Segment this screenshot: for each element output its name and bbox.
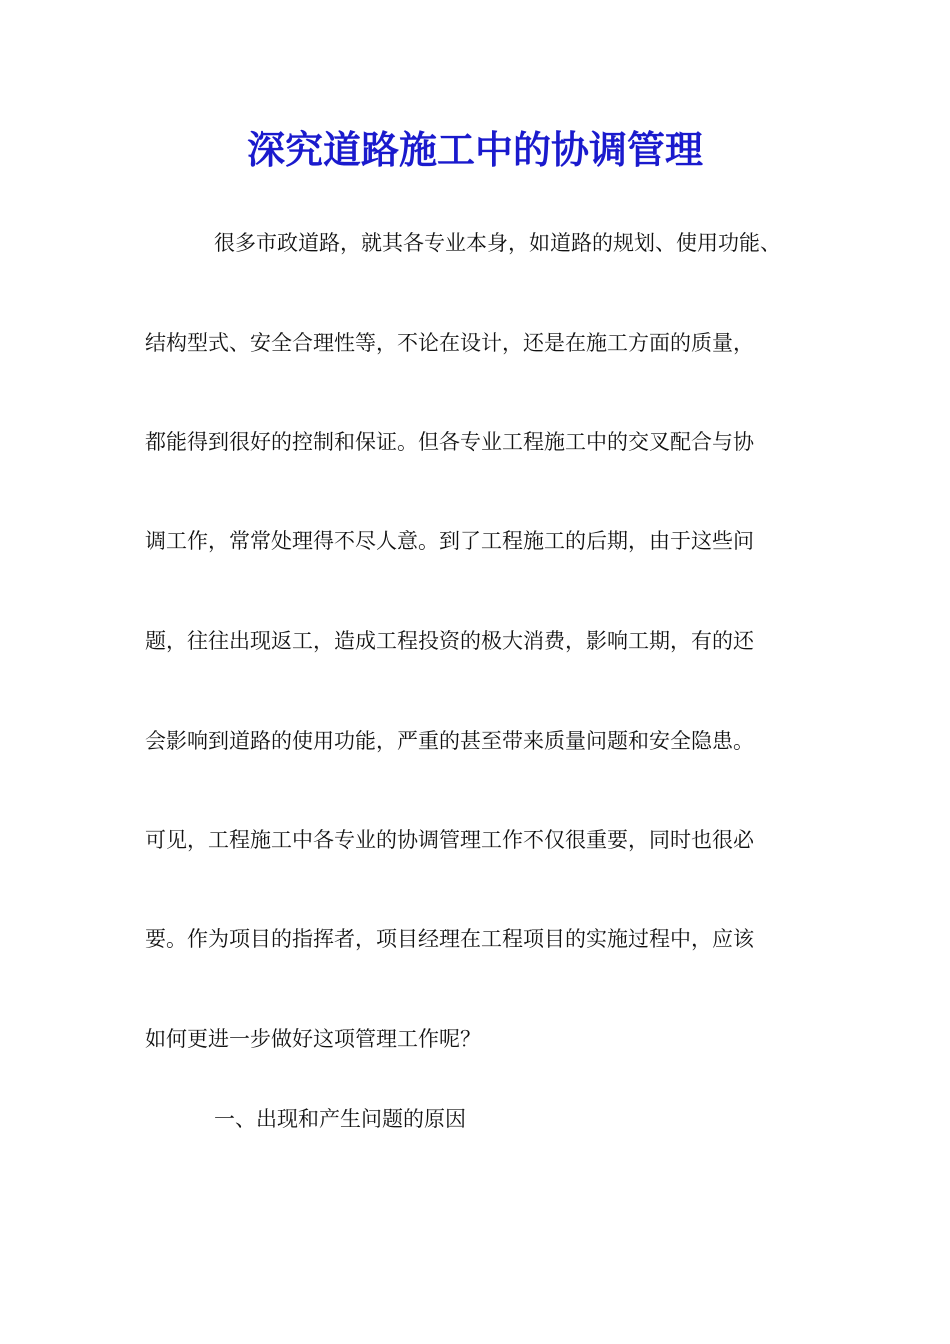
paragraph-line-2: 结构型式、安全合理性等，不论在设计，还是在施工方面的质量， <box>145 331 754 355</box>
paragraph-line-7: 可见，工程施工中各专业的协调管理工作不仅很重要，同时也很必 <box>145 828 754 852</box>
paragraph-line-1: 很多市政道路，就其各专业本身，如道路的规划、使用功能、 <box>214 231 781 255</box>
paragraph-line-5: 题，往往出现返工，造成工程投资的极大消费，影响工期，有的还 <box>145 629 754 653</box>
paragraph-line-3: 都能得到很好的控制和保证。但各专业工程施工中的交叉配合与协 <box>145 430 754 454</box>
paragraph-line-9: 如何更进一步做好这项管理工作呢？ <box>145 1027 481 1051</box>
section-heading: 一、出现和产生问题的原因 <box>214 1107 466 1131</box>
paragraph-line-8: 要。作为项目的指挥者，项目经理在工程项目的实施过程中，应该 <box>145 927 754 951</box>
document-title: 深究道路施工中的协调管理 <box>246 127 703 172</box>
paragraph-line-6: 会影响到道路的使用功能，严重的甚至带来质量问题和安全隐患。 <box>145 729 754 753</box>
paragraph-line-4: 调工作，常常处理得不尽人意。到了工程施工的后期，由于这些问 <box>145 529 754 553</box>
